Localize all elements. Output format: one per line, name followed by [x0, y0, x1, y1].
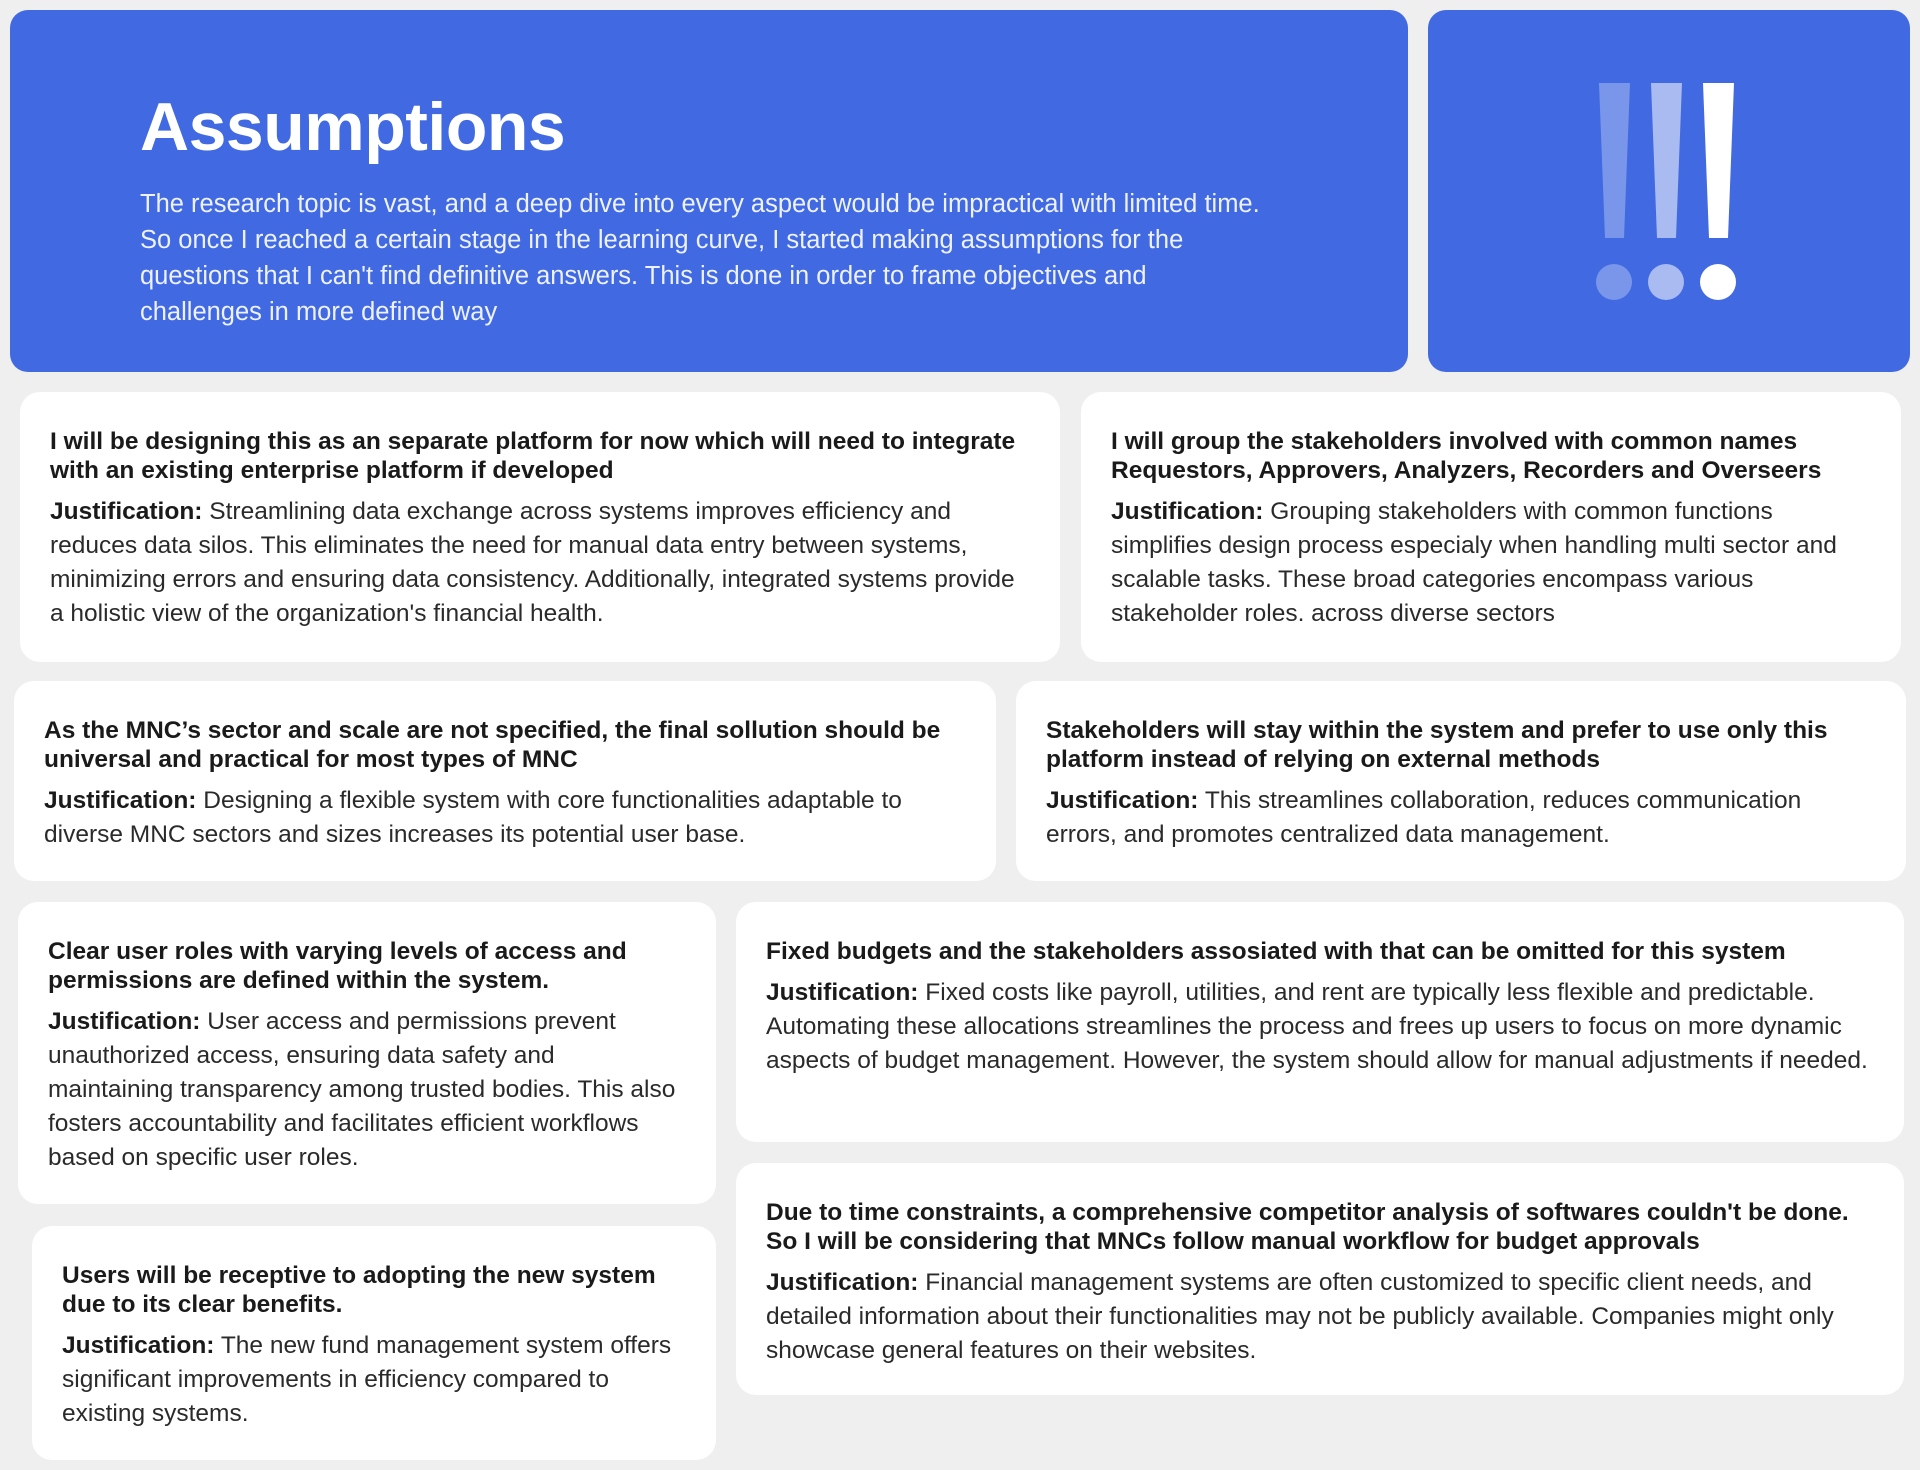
justification-text: The new fund management system offers significant improvements in efficiency compared to existing systems. — [62, 1332, 672, 1427]
justification-text: User access and permissions prevent unauthorized access, ensuring data safety and maintaining transparency among trusted bodies. This also fosters accountability and facilitates efficient workflows based on specific user roles. — [48, 1008, 676, 1171]
assumption-card — [18, 902, 716, 1204]
justification-text: Designing a flexible system with core functionalities adaptable to diverse MNC sectors and sizes increases its potential user base. — [44, 787, 902, 848]
assumption-title: Due to time constraints, a comprehensive competitor analysis of softwares couldn't be done. So I will be considering that MNCs follow manual workflow for budget approvals — [766, 1199, 1849, 1255]
assumption-title: As the MNC’s sector and scale are not specified, the final sollution should be universal and practical for most types of MNC — [44, 717, 941, 773]
justification-label: Justification: — [1046, 787, 1199, 814]
justification-label: Justification: — [48, 1008, 201, 1035]
assumption-justification — [44, 784, 966, 852]
assumption-title: Stakeholders will stay within the system and prefer to use only this platform instead of relying on external methods — [1046, 717, 1828, 773]
justification-label: Justification: — [50, 498, 203, 525]
intro-text: The research topic is vast, and a deep dive into every aspect would be impractical with limited time. So once I reached a certain stage in the learning curve, I started making assumptions for the questions that I can't find definitive answers. This is done in order to frame objectives and challenges in more defined way — [140, 190, 1260, 326]
justification-label: Justification: — [1111, 498, 1264, 525]
assumption-card — [20, 392, 1060, 662]
assumption-justification — [766, 976, 1874, 1078]
assumption-justification — [48, 1005, 686, 1175]
justification-label: Justification: — [44, 787, 197, 814]
header-banner — [10, 10, 1408, 372]
justification-label: Justification: — [766, 979, 919, 1006]
assumption-justification — [50, 495, 1030, 631]
assumption-title: I will be designing this as an separate platform for now which will need to integrate with an existing enterprise platform if developed — [50, 428, 1016, 484]
page-title: Assumptions — [140, 89, 566, 165]
assumption-title: Fixed budgets and the stakeholders assosiated with that can be omitted for this system — [766, 938, 1786, 965]
assumption-card — [32, 1226, 716, 1460]
justification-label: Justification: — [766, 1269, 919, 1296]
assumption-justification — [1046, 784, 1876, 852]
assumption-card — [1016, 681, 1906, 881]
justification-text: This streamlines collaboration, reduces communication errors, and promotes centralized data management. — [1046, 787, 1802, 848]
triple-exclamation-icon — [1428, 10, 1910, 372]
assumption-card — [736, 1163, 1904, 1395]
justification-text: Fixed costs like payroll, utilities, and rent are typically less flexible and predictable. Automating these allocations streamlines the process and frees up users to focus on more dynamic aspects of budget management. However, the system should allow for manual adjustments if needed. — [766, 979, 1868, 1074]
assumption-justification — [1111, 495, 1871, 631]
assumption-title: Users will be receptive to adopting the new system due to its clear benefits. — [62, 1262, 656, 1318]
assumption-card — [1081, 392, 1901, 662]
assumption-justification — [62, 1329, 686, 1431]
justification-text: Grouping stakeholders with common functions simplifies design process especialy when handling multi sector and scalable tasks. These broad categories encompass various stakeholder roles. across diverse sectors — [1111, 498, 1837, 627]
assumption-card — [14, 681, 996, 881]
justification-label: Justification: — [62, 1332, 215, 1359]
assumption-justification — [766, 1266, 1874, 1368]
assumption-title: I will group the stakeholders involved with common names Requestors, Approvers, Analyzers, Recorders and Overseers — [1111, 428, 1822, 484]
justification-text: Financial management systems are often customized to specific client needs, and detailed information about their functionalities may not be publicly available. Companies might only showcase general features on their websites. — [766, 1269, 1834, 1364]
assumption-title: Clear user roles with varying levels of access and permissions are defined within the system. — [48, 938, 627, 994]
assumption-card — [736, 902, 1904, 1142]
justification-text: Streamlining data exchange across systems improves efficiency and reduces data silos. This eliminates the need for manual data entry between systems, minimizing errors and ensuring data consistency. Additionally, integrated systems provide a holistic view of the organization's financial health. — [50, 498, 1015, 627]
alert-badge — [1428, 10, 1910, 372]
